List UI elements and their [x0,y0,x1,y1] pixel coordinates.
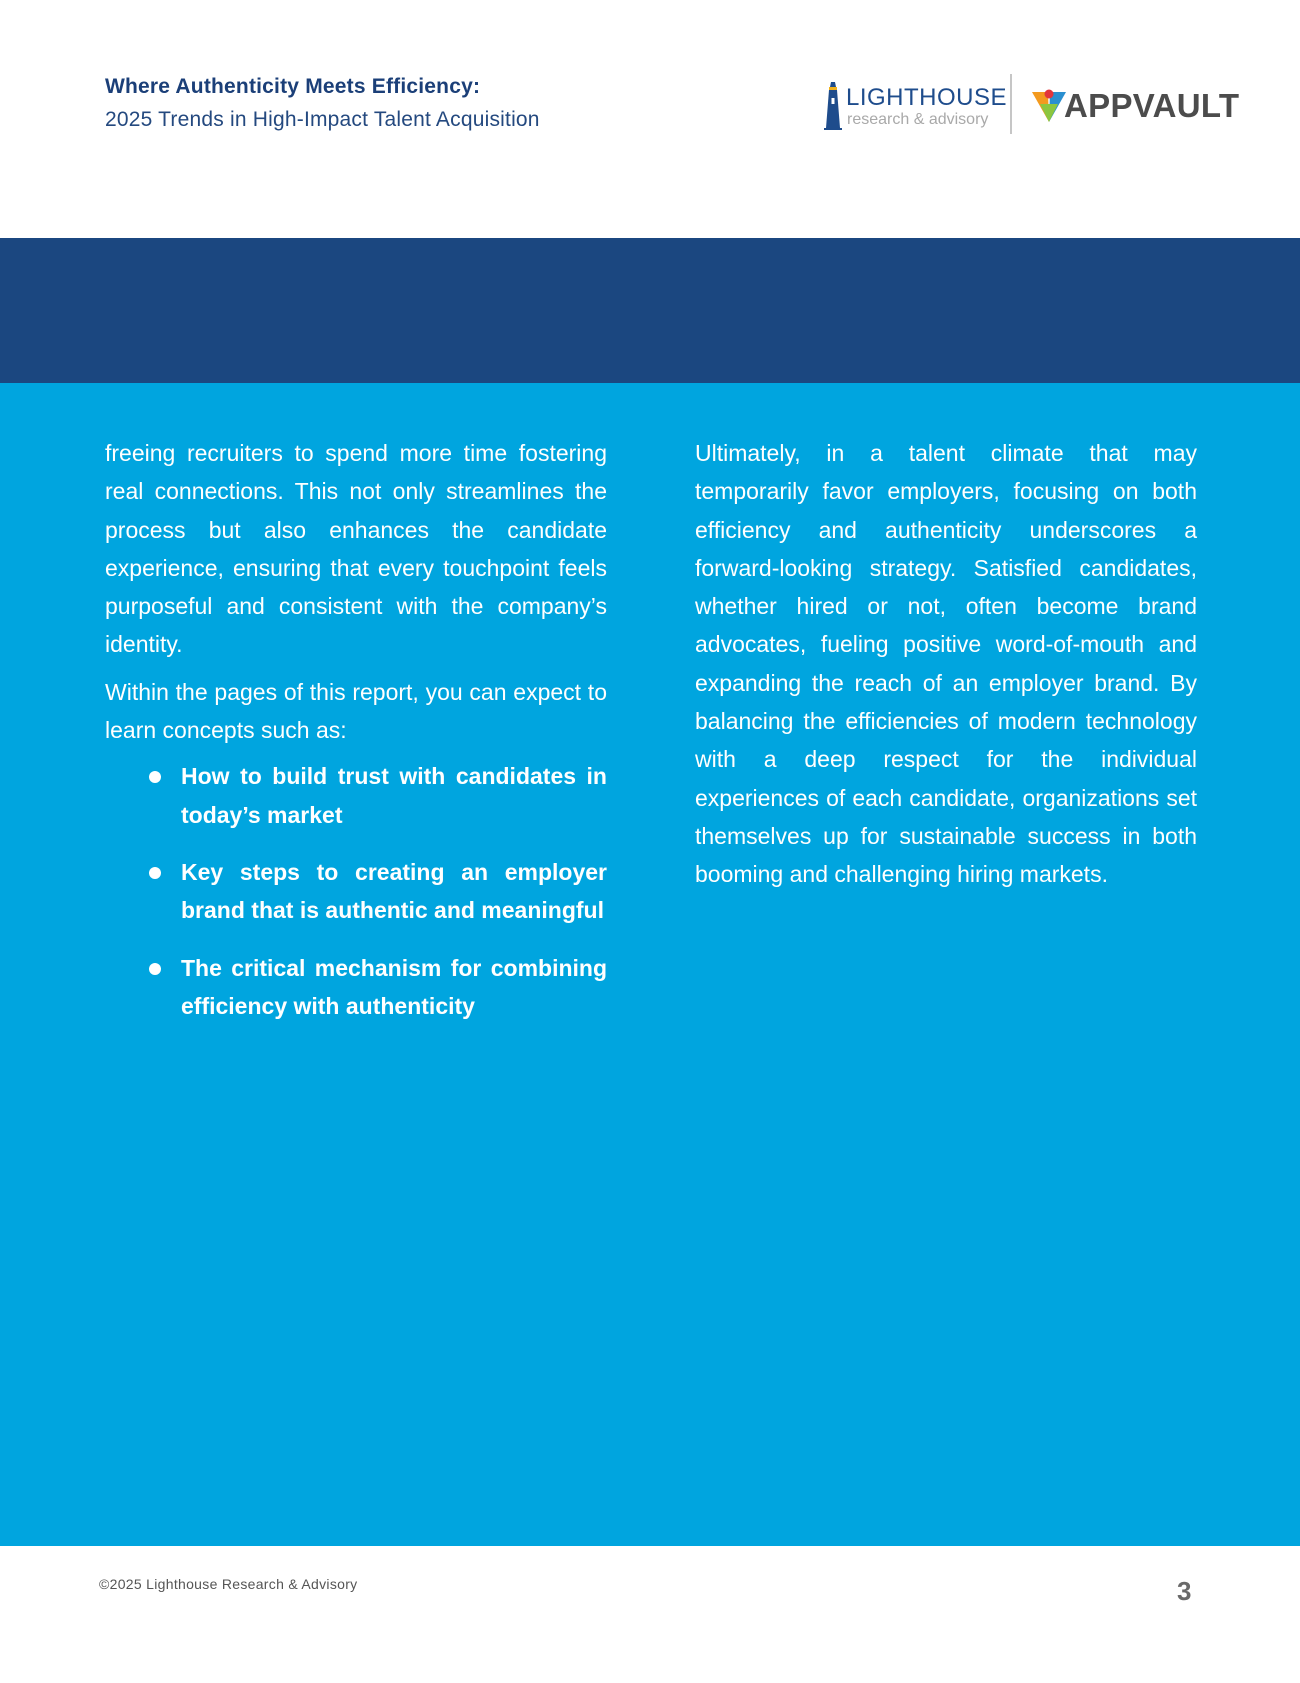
list-item [105,757,607,834]
left-paragraph-2: Within the pages of this report, you can expect to learn concepts such as: [105,678,607,744]
left-column [105,434,607,1044]
footer-copyright: ©2025 Lighthouse Research & Advisory [99,1576,358,1592]
right-column [695,434,1197,894]
page-number: 3 [1177,1576,1192,1606]
bullet-icon [149,963,161,975]
report-subtitle: 2025 Trends in High-Impact Talent Acquisition [105,108,540,131]
list-item-text: How to build trust with candidates in today’s market [181,763,607,828]
lighthouse-icon [823,78,843,130]
report-title: Where Authenticity Meets Efficiency: [105,75,481,98]
bullet-icon [149,867,161,879]
report-header [105,75,540,132]
left-paragraph-1: freeing recruiters to spend more time fostering real connections. This not only streamlines the process but also enhances the candidate experience, ensuring that every touchpoint feels purposeful and consistent with the company’s identity. [105,440,607,658]
partner-logos [820,74,1240,136]
appvault-person-icon [1030,88,1068,124]
logo-divider [1010,74,1012,134]
appvault-logo-text: APPVAULT [1064,87,1240,124]
concepts-list [105,757,607,1025]
header-band [0,238,1300,383]
list-item [105,949,607,1026]
lighthouse-logo-subtitle: research & advisory [847,111,989,128]
list-item-text: Key steps to creating an employer brand that is authentic and meaningful [181,858,607,924]
right-paragraph-1: Ultimately, in a talent climate that may temporarily favor employers, focusing on both efficiency and authenticity underscores a forward-looking strategy. Satisfied candidates, whether hired or not, often become brand advocates, fueling positive word-of-mouth and expanding the reach of an employer brand. By balancing the efficiencies of modern technology with a deep respect for the individual experiences of each candidate, organizations set themselves up for sustainable success in both booming and challenging hiring markets. [695,440,1197,888]
list-item [105,853,607,930]
lighthouse-logo-text: LIGHTHOUSE [846,84,1008,111]
bullet-icon [149,771,161,783]
list-item-text: The critical mechanism for combining efficiency with authenticity [181,954,607,1019]
